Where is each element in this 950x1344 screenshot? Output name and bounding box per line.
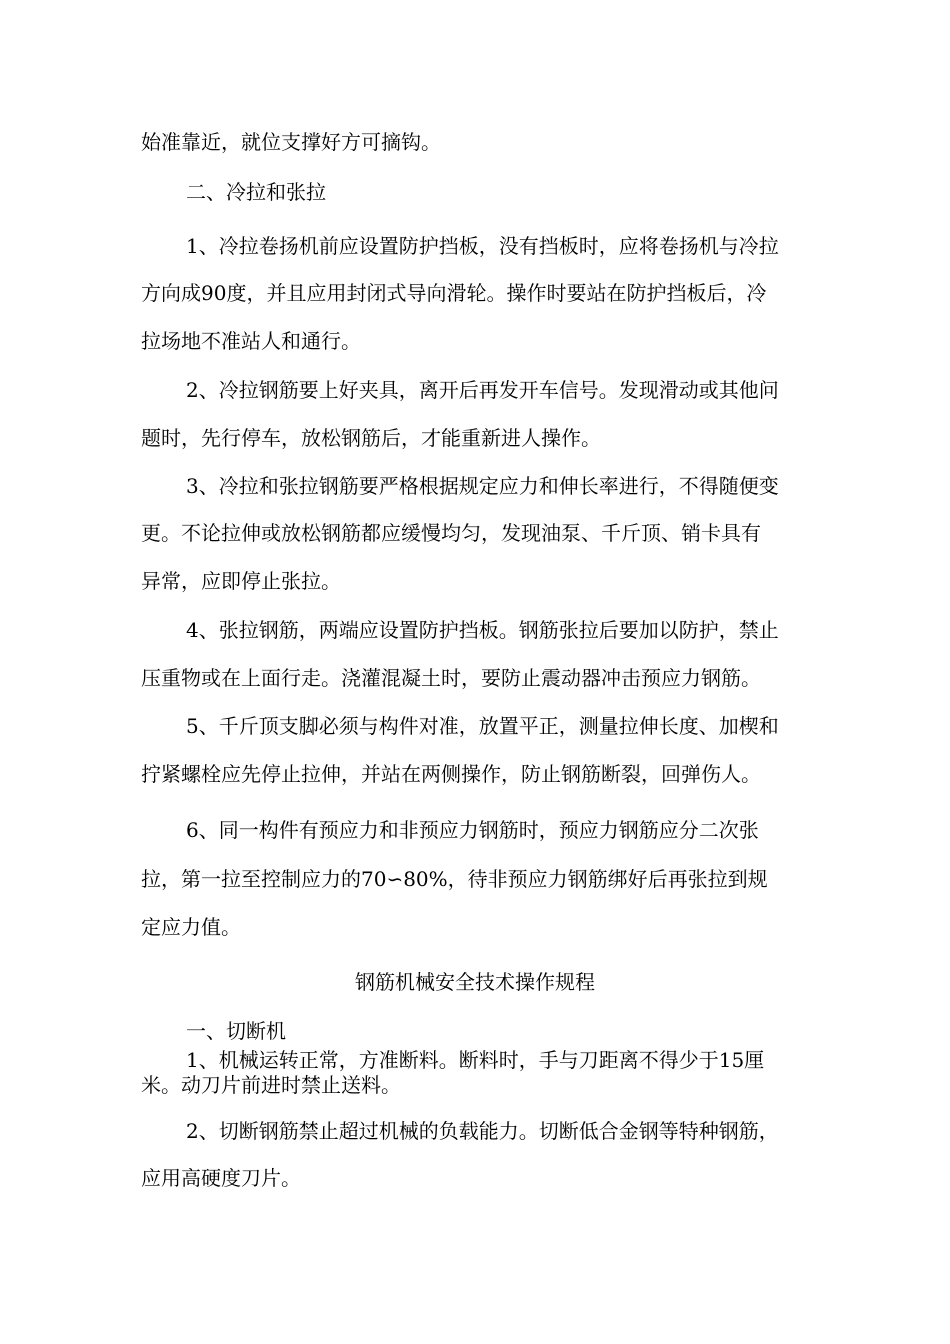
paragraph-line: 压重物或在上面行走。浇灌混凝土时，要防止震动器冲击预应力钢筋。 (141, 666, 761, 690)
paragraph-line: 拉场地不准站人和通行。 (141, 329, 361, 353)
paragraph-line: 拧紧螺栓应先停止拉伸，并站在两侧操作，防止钢筋断裂，回弹伤人。 (141, 762, 761, 786)
paragraph-line: 始准靠近，就位支撑好方可摘钩。 (141, 130, 441, 154)
paragraph-line: 异常，应即停止张拉。 (141, 569, 341, 593)
paragraph-line: 3、冷拉和张拉钢筋要严格根据规定应力和伸长率进行，不得随便变 (186, 474, 779, 498)
section-heading: 一、切断机 (186, 1019, 286, 1043)
document-title: 钢筋机械安全技术操作规程 (355, 970, 595, 994)
paragraph-line: 米。动刀片前进时禁止送料。 (141, 1073, 401, 1097)
paragraph-line: 拉，第一拉至控制应力的70∽80%，待非预应力钢筋绑好后再张拉到规 (141, 867, 768, 891)
paragraph-line: 2、切断钢筋禁止超过机械的负载能力。切断低合金钢等特种钢筋， (186, 1119, 779, 1143)
paragraph-line: 方向成90度，并且应用封闭式导向滑轮。操作时要站在防护挡板后，冷 (141, 281, 767, 305)
paragraph-line: 2、冷拉钢筋要上好夹具，离开后再发开车信号。发现滑动或其他问 (186, 378, 779, 402)
paragraph-line: 应用高硬度刀片。 (141, 1166, 301, 1190)
paragraph-line: 6、同一构件有预应力和非预应力钢筋时，预应力钢筋应分二次张 (186, 818, 759, 842)
paragraph-line: 1、冷拉卷扬机前应设置防护挡板，没有挡板时，应将卷扬机与冷拉 (186, 234, 779, 258)
paragraph-line: 1、机械运转正常，方准断料。断料时，手与刀距离不得少于15厘 (186, 1048, 765, 1072)
paragraph-line: 定应力值。 (141, 915, 241, 939)
section-heading: 二、冷拉和张拉 (186, 180, 326, 204)
paragraph-line: 更。不论拉伸或放松钢筋都应缓慢均匀，发现油泵、千斤顶、销卡具有 (141, 521, 761, 545)
paragraph-line: 4、张拉钢筋，两端应设置防护挡板。钢筋张拉后要加以防护，禁止 (186, 618, 779, 642)
paragraph-line: 5、千斤顶支脚必须与构件对准，放置平正，测量拉伸长度、加楔和 (186, 714, 779, 738)
paragraph-line: 题时，先行停车，放松钢筋后，才能重新进人操作。 (141, 426, 601, 450)
